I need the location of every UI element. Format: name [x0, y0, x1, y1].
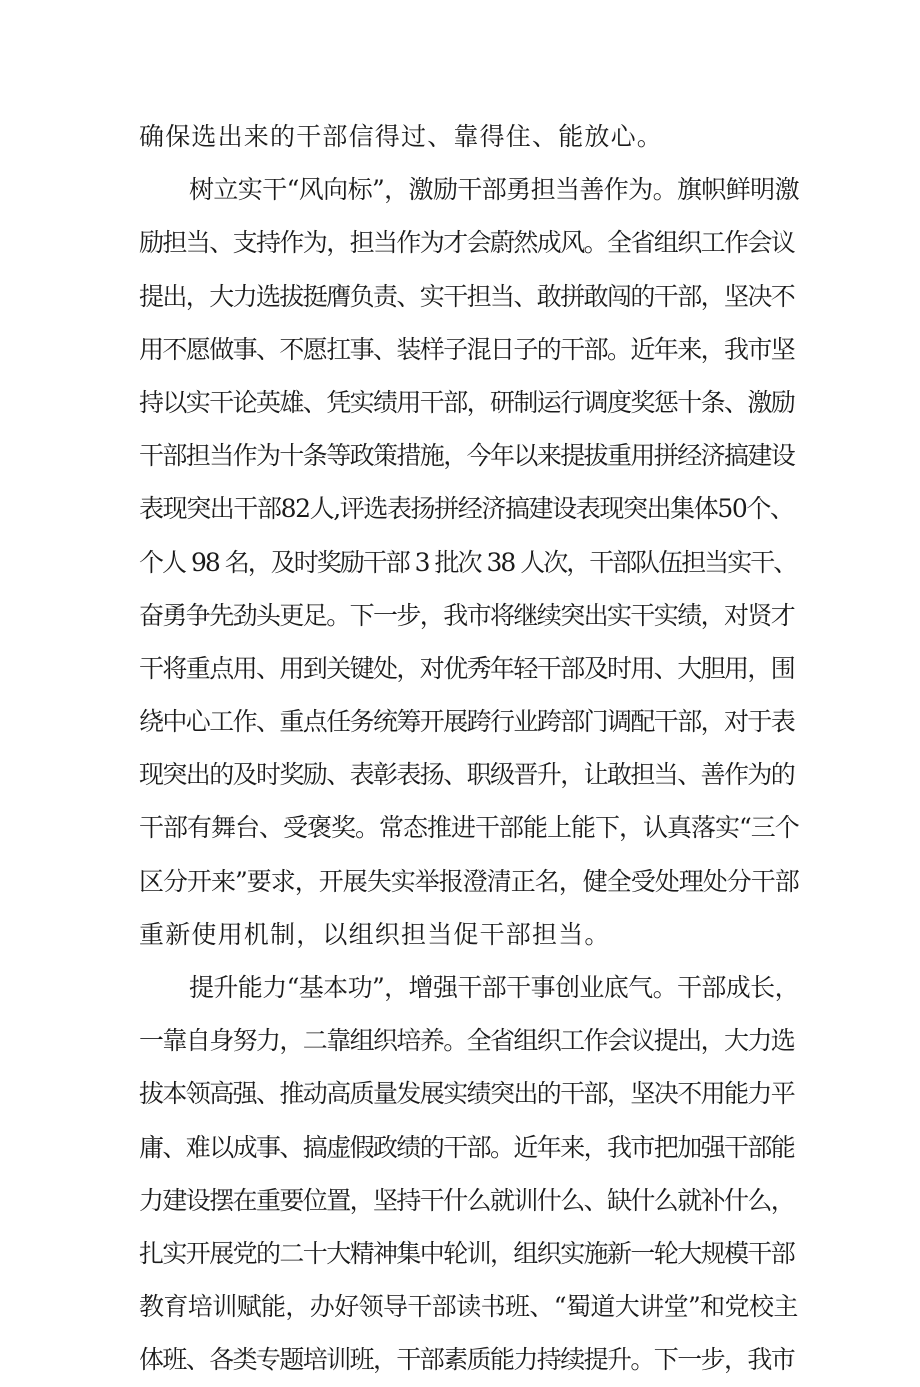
paragraph-line: 个人 98 名，及时奖励干部 3 批次 38 人次，干部队伍担当实干、	[139, 547, 797, 577]
paragraph-line: 重新使用机制，以组织担当促干部担当。	[139, 919, 611, 949]
paragraph-line: 干部担当作为十条等政策措施，今年以来提拔重用拼经济搞建设	[139, 441, 795, 471]
paragraph-line: 区分开来”要求，开展失实举报澄清正名，健全受处理处分干部	[139, 866, 799, 896]
paragraph-line: 奋勇争先劲头更足。下一步，我市将继续突出实干实绩，对贤才	[139, 600, 795, 630]
paragraph-line: 持以实干论英雄、凭实绩用干部，研制运行调度奖惩十条、激励	[139, 387, 795, 417]
paragraph-line: 庸、难以成事、搞虚假政绩的干部。近年来，我市把加强干部能	[139, 1132, 795, 1162]
paragraph-line: 扎实开展党的二十大精神集中轮训，组织实施新一轮大规模干部	[139, 1238, 795, 1268]
paragraph-line: 干部有舞台、受褒奖。常态推进干部能上能下，认真落实“三个	[139, 813, 799, 843]
paragraph-line: 现突出的及时奖励、表彰表扬、职级晋升，让敢担当、善作为的	[139, 760, 795, 790]
document-body	[139, 110, 799, 1387]
paragraph-line: 用不愿做事、不愿扛事、装样子混日子的干部。近年来，我市坚	[139, 334, 795, 364]
paragraph-line: 提出，大力选拔挺膺负责、实干担当、敢拼敢闯的干部，坚决不	[139, 281, 795, 311]
paragraph-line: 励担当、支持作为，担当作为才会蔚然成风。全省组织工作会议	[139, 228, 795, 258]
paragraph-line: 教育培训赋能，办好领导干部读书班、“蜀道大讲堂”和党校主	[139, 1292, 798, 1322]
paragraph-line: 一靠自身努力，二靠组织培养。全省组织工作会议提出，大力选	[139, 1026, 795, 1056]
paragraph-line: 表现突出干部82人,评选表扬拼经济搞建设表现突出集体50个、	[139, 494, 794, 524]
paragraph-line: 力建设摆在重要位置，坚持干什么就训什么、缺什么就补什么，	[139, 1185, 795, 1215]
paragraph-line: 干将重点用、用到关键处，对优秀年轻干部及时用、大胆用，围	[139, 653, 795, 683]
paragraph-line: 拔本领高强、推动高质量发展实绩突出的干部，坚决不用能力平	[139, 1079, 795, 1109]
paragraph-heading-line: 提升能力“基本功”，增强干部干事创业底气。干部成长，	[189, 973, 799, 1002]
paragraph-heading-line: 树立实干“风向标”，激励干部勇担当善作为。旗帜鲜明激	[189, 175, 799, 205]
paragraph-line: 确保选出来的干部信得过、靠得住、能放心。	[139, 122, 664, 151]
paragraph-line: 绕中心工作、重点任务统筹开展跨行业跨部门调配干部，对于表	[139, 707, 795, 737]
paragraph-line: 体班、各类专题培训班，干部素质能力持续提升。下一步，我市	[139, 1345, 795, 1375]
